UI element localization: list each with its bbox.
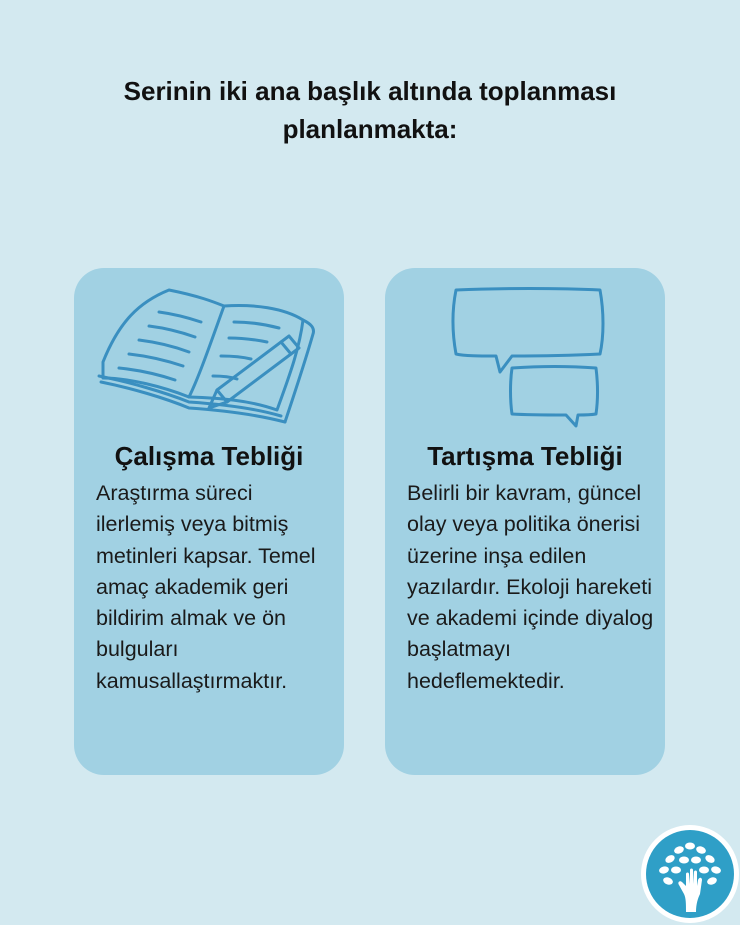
page-heading: Serinin iki ana başlık altında toplanması planlanmakta:	[123, 76, 617, 144]
open-book-pencil-icon	[89, 282, 329, 437]
card-title: Çalışma Tebliği	[114, 441, 304, 471]
card-description: Belirli bir kavram, güncel olay veya politika önerisi üzerine inşa edilen yazılardır. Ekoloji hareketi ve akademi içinde diyalog başlatmayı hedeflemektedir.	[407, 481, 654, 693]
card-title: Tartışma Tebliği	[427, 441, 623, 471]
card-tartisma-tebligi	[385, 268, 665, 775]
speech-bubbles-icon	[400, 282, 640, 437]
card-description: Araştırma süreci ilerlemiş veya bitmiş metinleri kapsar. Temel amaç akademik geri bildirim almak ve ön bulguları kamusallaştırmaktır.	[96, 481, 316, 693]
card-calisma-tebligi	[74, 268, 344, 775]
tree-hand-logo-icon	[641, 825, 739, 923]
